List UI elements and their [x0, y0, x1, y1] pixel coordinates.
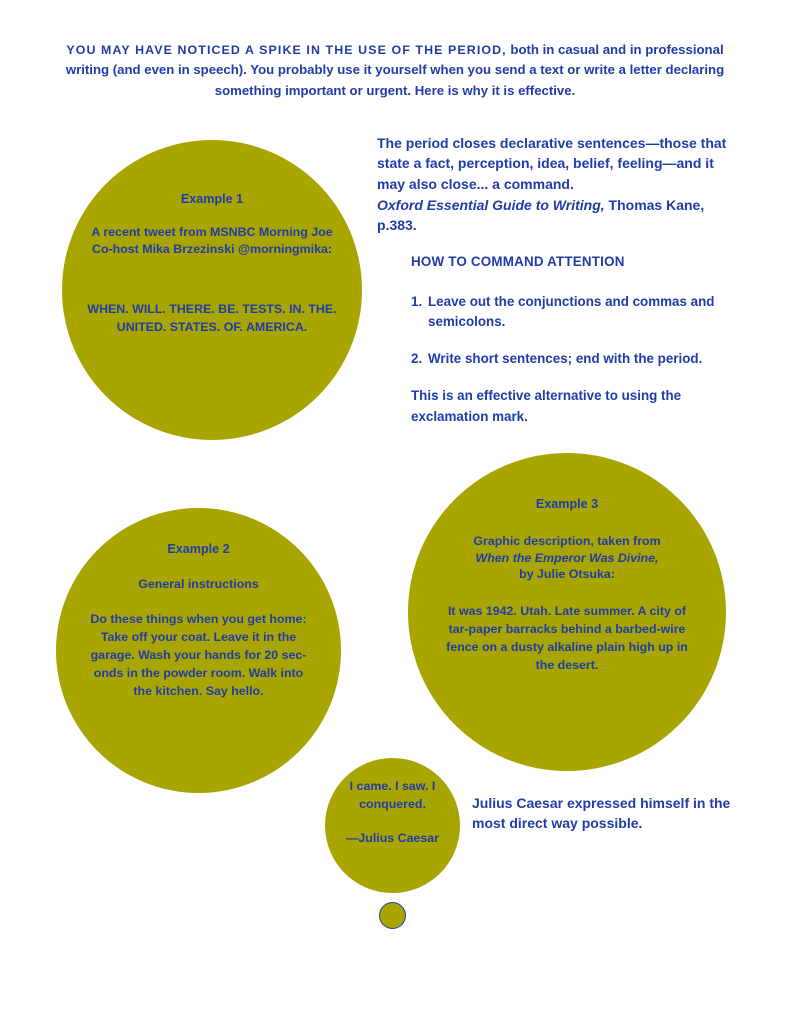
how-to-step	[411, 349, 741, 369]
definition-quote-text: The period closes declarative sentences—those that state a fact, perception, idea, belief, feeling—and it may also close... a command.	[377, 135, 727, 192]
example-3-circle	[408, 453, 726, 771]
definition-quote-source	[377, 195, 733, 236]
example-2-title: Example 2	[167, 542, 230, 556]
how-to-step-1-text: Leave out the conjunctions and commas and semicolons.	[428, 294, 715, 330]
example-2-body: Do these things when you get home: Take off your coat. Leave it in the garage. Wash your hands for 20 sec-onds in the powder room. Walk into the kitchen. Say hello.	[90, 611, 307, 698]
caesar-note-text: Julius Caesar expressed himself in the most direct way possible.	[472, 795, 731, 832]
quote-source-author: Thomas Kane, p.383.	[377, 196, 705, 234]
how-to-section	[411, 252, 741, 427]
definition-quote-block	[377, 133, 733, 235]
example-3-subtitle	[473, 533, 660, 583]
caesar-attribution: —Julius Caesar	[346, 830, 439, 845]
how-to-step	[411, 292, 741, 332]
period-dot-decoration	[379, 902, 406, 929]
example-1-subtitle: A recent tweet from MSNBC Morning Joe Co-host Mika Brzezinski @morningmika:	[91, 225, 333, 256]
example-2-subtitle: General instructions	[138, 577, 259, 591]
example-2-circle	[56, 508, 341, 793]
intro-lead-text: YOU MAY HAVE NOTICED A SPIKE IN THE USE OF THE PERIOD,	[66, 43, 507, 57]
how-to-step-2-number: 2.	[411, 351, 423, 367]
example-3-subtitle-italic: When the Emperor Was Divine,	[475, 550, 659, 565]
how-to-title: HOW TO COMMAND ATTENTION	[411, 254, 625, 269]
intro-paragraph	[55, 40, 735, 101]
how-to-step-1-number: 1.	[411, 294, 423, 310]
example-1-title: Example 1	[180, 192, 244, 206]
quote-source-title: Oxford Essential Guide to Writing,	[377, 196, 605, 213]
example-1-body: WHEN. WILL. THERE. BE. TESTS. IN. THE. UNITED. STATES. OF. AMERICA.	[87, 302, 337, 335]
how-to-step-2-text: Write short sentences; end with the period.	[428, 351, 703, 367]
how-to-closing-text: This is an effective alternative to using the exclamation mark.	[411, 388, 682, 424]
caesar-quote-text: I came. I saw. I conquered.	[349, 779, 436, 811]
example-3-title: Example 3	[535, 497, 599, 511]
example-1-circle	[62, 140, 362, 440]
example-3-body: It was 1942. Utah. Late summer. A city of tar-paper barracks behind a barbed-wire fence on a dusty alkaline plain high up in the desert.	[446, 604, 688, 673]
caesar-quote-circle	[325, 758, 460, 893]
example-3-subtitle-line3: by Julie Otsuka:	[519, 567, 615, 582]
example-3-subtitle-line1: Graphic description, taken from	[473, 534, 661, 548]
intro-rest-text: both in casual and in professional writing (and even in speech). You probably use it yourself when you send a text or write a letter declaring something important or urgent. Here is why it is effective.	[65, 42, 725, 98]
